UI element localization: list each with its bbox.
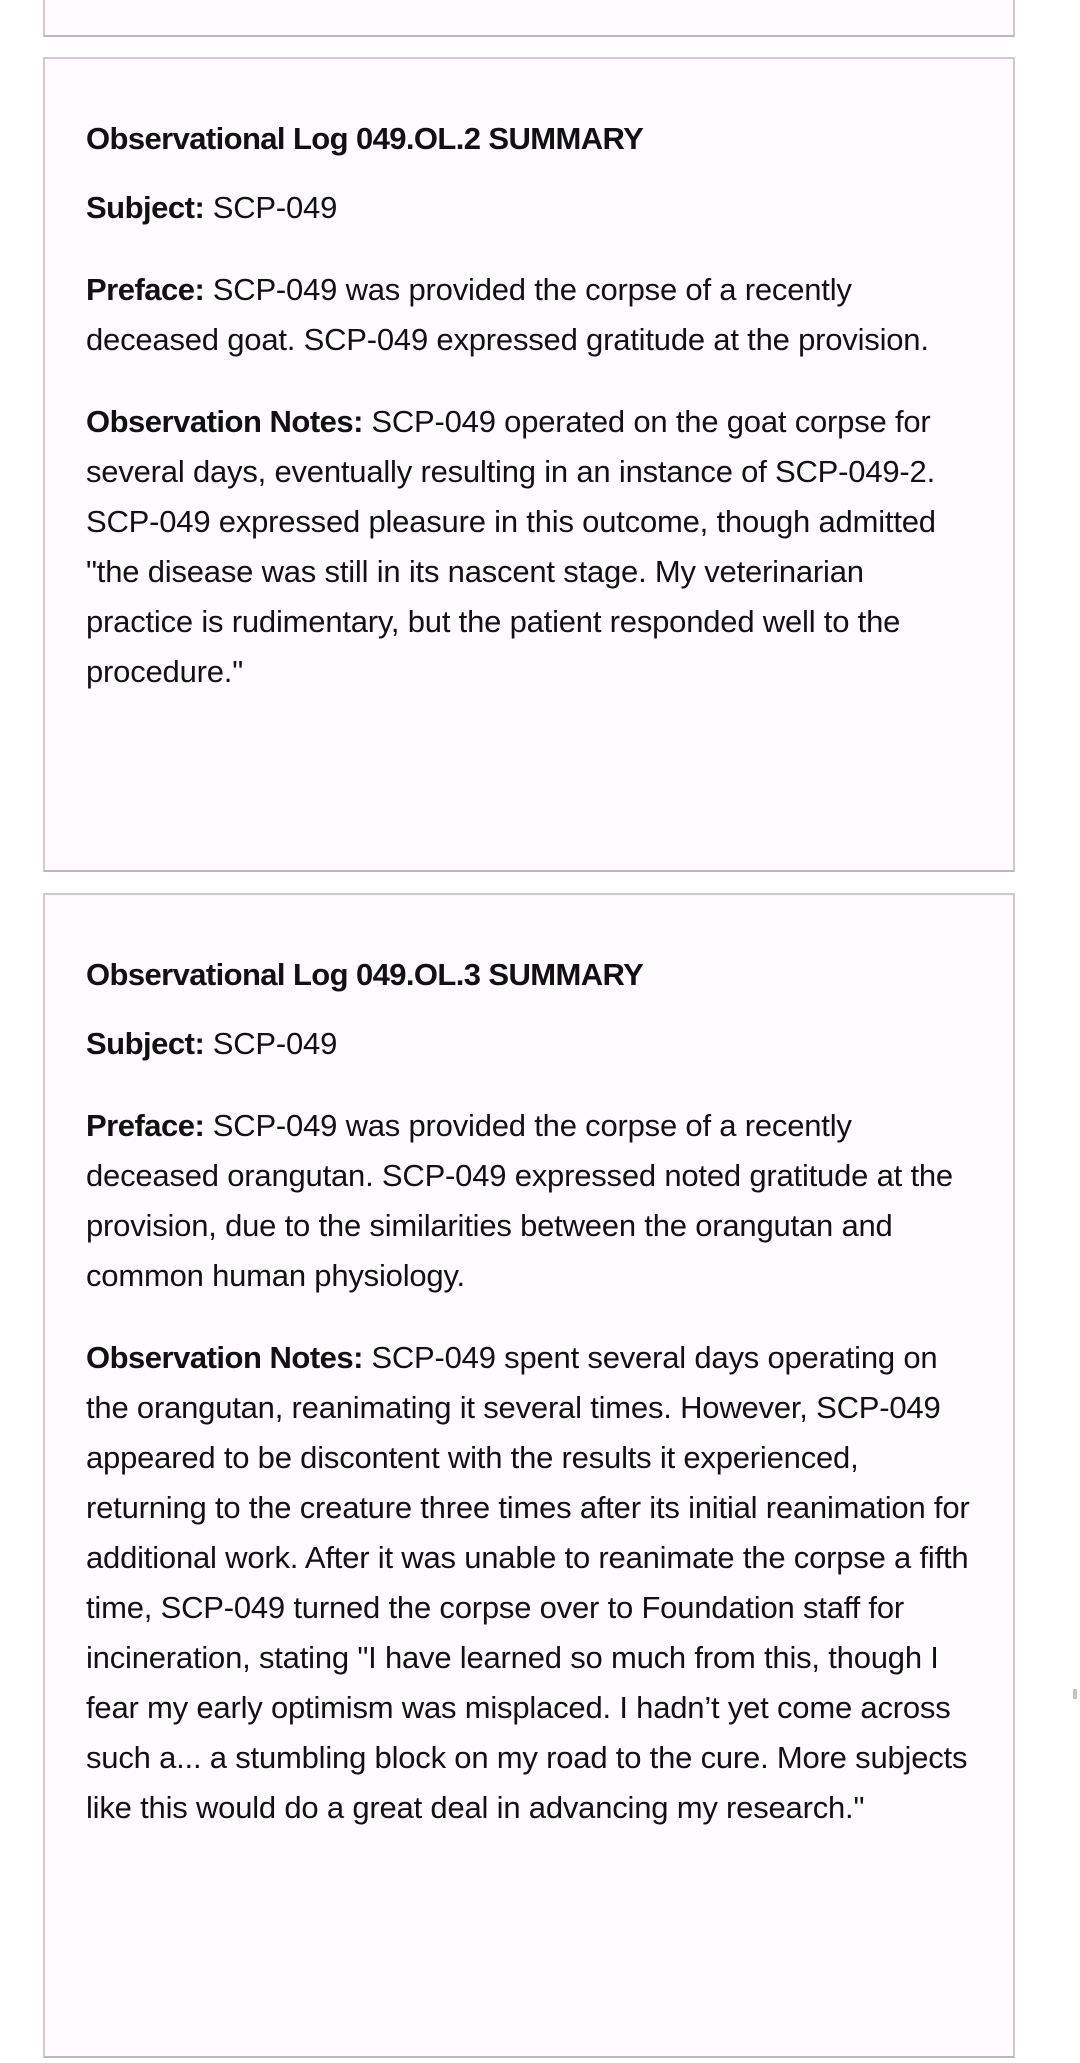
- observation-notes-label: Observation Notes:: [86, 1340, 363, 1375]
- subject-line: [86, 183, 973, 233]
- subject-label: Subject:: [86, 190, 205, 225]
- observation-notes-paragraph: [86, 1333, 973, 1833]
- preface-label: Preface:: [86, 1108, 205, 1143]
- scrollbar-thumb[interactable]: [1073, 1689, 1077, 1699]
- observation-notes-paragraph: [86, 397, 973, 697]
- preface-text: SCP-049 was provided the corpse of a recently deceased orangutan. SCP-049 expressed noted gratitude at the provision, due to the similarities between the orangutan and common human physiology.: [86, 1108, 953, 1293]
- log-box-049-ol-2: [43, 57, 1015, 872]
- previous-log-box: [43, 0, 1015, 37]
- observation-notes-label: Observation Notes:: [86, 404, 363, 439]
- observation-notes-text: SCP-049 operated on the goat corpse for several days, eventually resulting in an instance of SCP-049-2. SCP-049 expressed pleasure in this outcome, though admitted "the disease was still in its nascent stage. My veterinarian practice is rudimentary, but the patient responded well to the procedure.": [86, 404, 936, 689]
- subject-value: SCP-049: [212, 190, 338, 225]
- log-content: [45, 59, 1013, 697]
- log-content: [45, 895, 1013, 1833]
- log-title: Observational Log 049.OL.3 SUMMARY: [86, 957, 644, 992]
- subject-label: Subject:: [86, 1026, 205, 1061]
- observation-notes-text: SCP-049 spent several days operating on the orangutan, reanimating it several times. However, SCP-049 appeared to be discontent with the results it experienced, returning to the creature three times after its initial reanimation for additional work. After it was unable to reanimate the corpse a fifth time, SCP-049 turned the corpse over to Foundation staff for incineration, stating "I have learned so much from this, though I fear my early optimism was misplaced. I hadn’t yet come across such a... a stumbling block on my road to the cure. More subjects like this would do a great deal in advancing my research.": [86, 1340, 970, 1825]
- log-box-049-ol-3: [43, 893, 1015, 2058]
- subject-value: SCP-049: [212, 1026, 338, 1061]
- preface-paragraph: [86, 265, 973, 365]
- subject-line: [86, 1019, 973, 1069]
- preface-text: SCP-049 was provided the corpse of a recently deceased goat. SCP-049 expressed gratitude at the provision.: [86, 272, 929, 357]
- preface-paragraph: [86, 1101, 973, 1301]
- preface-label: Preface:: [86, 272, 205, 307]
- log-title: Observational Log 049.OL.2 SUMMARY: [86, 121, 644, 156]
